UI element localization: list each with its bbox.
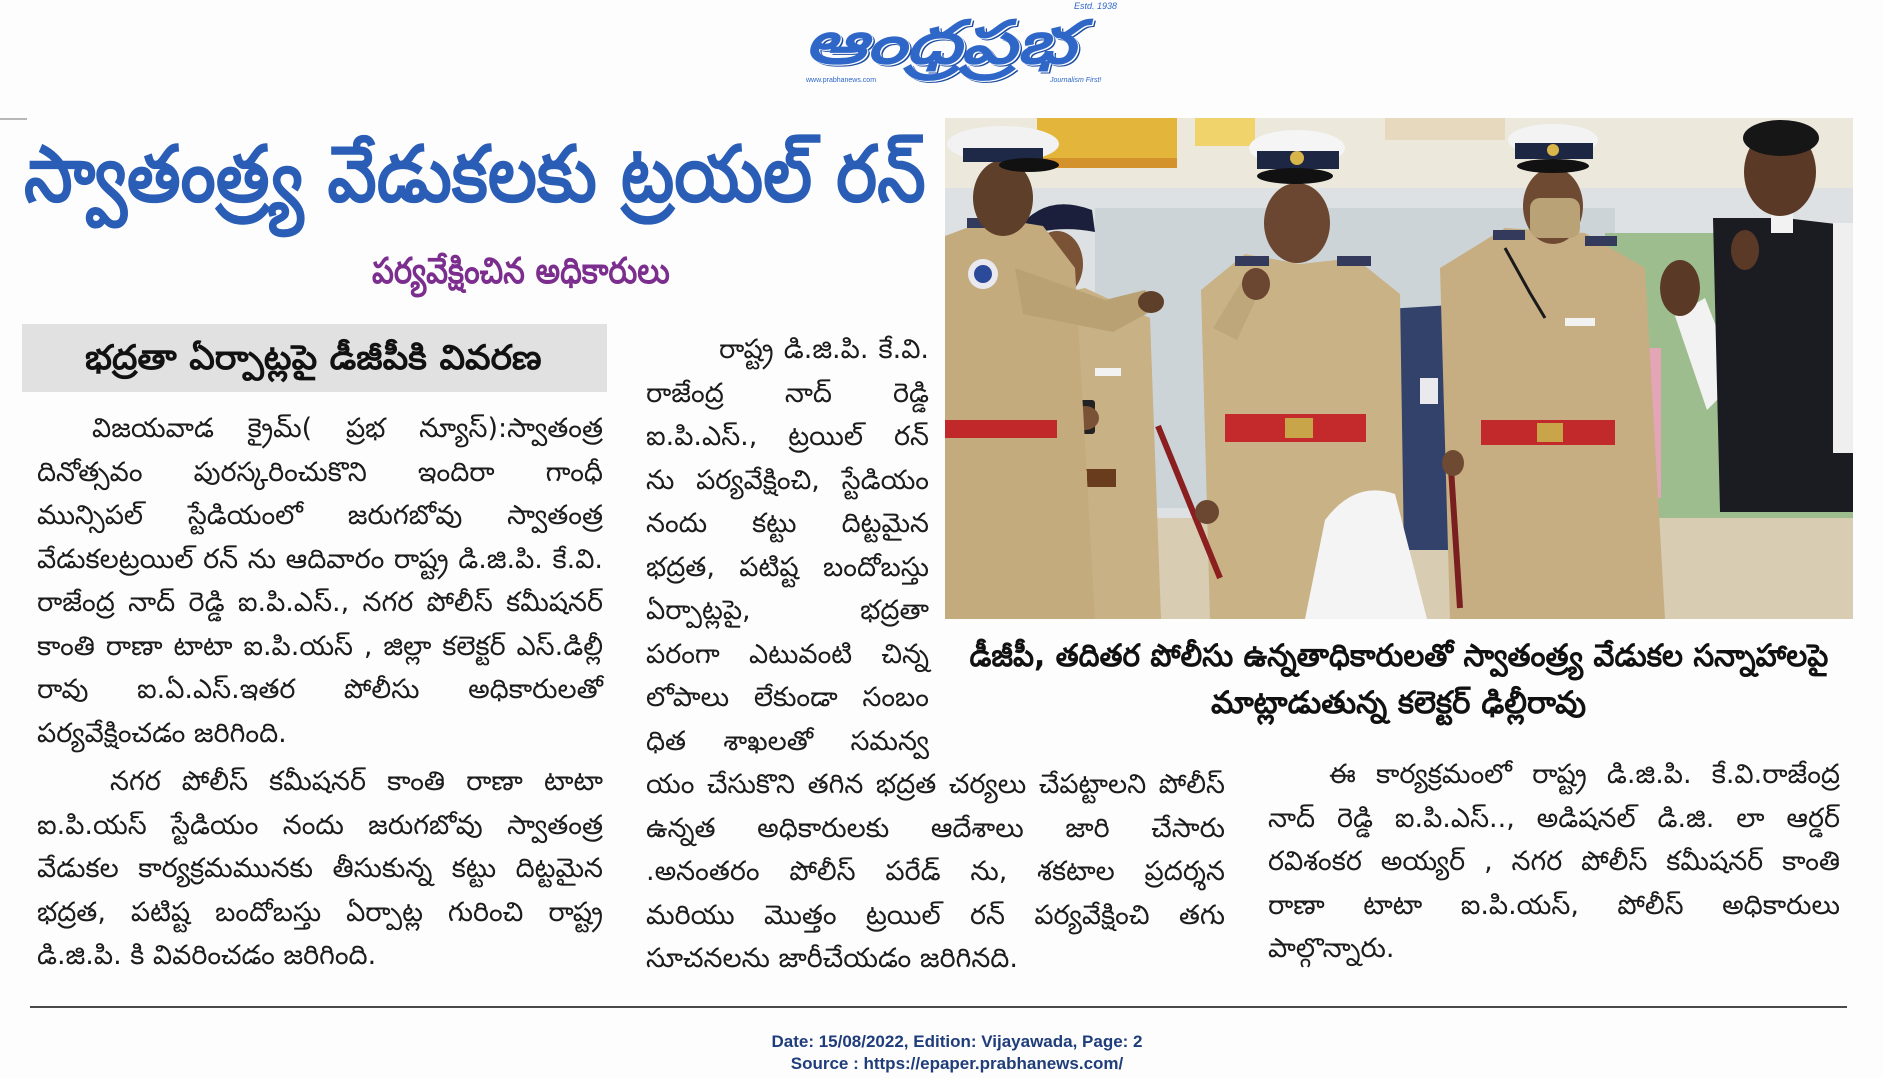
footer-rule [30, 1006, 1847, 1008]
footer-source: Source : https://epaper.prabhanews.com/ [790, 1054, 1124, 1073]
body-line: ఐ.పి.ఎస్., ట్రయిల్ రన్ [646, 421, 929, 452]
body-line: భద్రత, పటిష్ట బందోబస్తు [646, 551, 929, 583]
body-line: భద్రత, పటిష్ట బందోబస్తు ఏర్పాట్ల గురించి రాష్ట్ర [37, 896, 603, 928]
photo-caption-text: మాట్లాడుతున్న కలెక్టర్ ఢిల్లీరావు [1210, 685, 1587, 721]
body-line: రాజేంద్ర నాద్ రెడ్డి [646, 377, 929, 409]
column-1-paragraph-2 [37, 760, 603, 978]
headline [24, 130, 926, 220]
body-line: రవిశంకర అయ్యర్ , నగర పోలీస్ కమీషనర్ కాంతి [1268, 846, 1840, 877]
photo-caption-line-1 [969, 634, 1828, 678]
subheadline-text: పర్యవేక్షించిన అధికారులు [372, 251, 670, 292]
body-line: నందు కట్టు దిట్టమైన [646, 508, 929, 539]
body-line: ఏర్పాట్లపై, భద్రతా [646, 595, 929, 626]
logo-text: ఆంధ్రప్రభ [804, 8, 1075, 78]
body-line: రాష్ట్ర డి.జి.పి. కే.వి. [719, 334, 929, 365]
body-line: సూచనలను జారీచేయడం జరిగినది. [646, 943, 1018, 974]
top-left-rule [0, 118, 27, 120]
subheadline [372, 249, 670, 295]
photo-caption-text: డీజీపీ, తదితర పోలీసు ఉన్నతాధికారులతో స్వాతంత్ర్య వేడుకల సన్నాహాలపై [969, 638, 1828, 674]
body-line: యం చేసుకొని తగిన భద్రత చర్యలు చేపట్టాలని పోలీస్ [646, 769, 1225, 800]
body-line: డి.జి.పి. కి వివరించడం జరిగింది. [37, 940, 377, 971]
body-line: .అనంతరం పోలీస్ పరేడ్ ను, శకటాల ప్రదర్శన [646, 856, 1225, 887]
logo-estd: Estd. 1938 [1074, 1, 1118, 11]
body-line: రాణా టాటా ఐ.పి.యస్, పోలీస్ అధికారులు [1268, 889, 1840, 921]
body-line: నాద్ రెడ్డి ఐ.పి.ఎస్.., అడిషనల్ డి.జి. లా ఆర్డర్ [1268, 802, 1840, 834]
section-heading-text: భద్రతా ఏర్పాట్లపై డీజీపీకి వివరణ [85, 338, 542, 378]
body-line: కాంతి రాణా టాటా ఐ.పి.యస్ , జిల్లా కలెక్టర్ ఎస్.డిల్లీ [37, 630, 603, 662]
body-line: రావు ఐ.ఏ.ఎస్.ఇతర పోలీసు అధికారులతో [37, 674, 603, 705]
body-line: పర్యవేక్షించడం జరిగింది. [37, 717, 287, 749]
section-heading-box [22, 324, 607, 392]
masthead-logo [804, 10, 1103, 76]
news-photo [945, 118, 1853, 619]
body-line: పాల్గొన్నారు. [1268, 933, 1395, 964]
headline-text: స్వాతంత్ర్య వేడుకలకు ట్రయల్ రన్ [24, 130, 926, 220]
body-line: ఐ.పి.యస్ స్టేడియం నందు జరుగబోవు స్వాతంత్ర [37, 809, 603, 841]
body-line: రాజేంద్ర నాద్ రెడ్డి ఐ.పి.ఎస్., నగర పోలీస్ కమీషనర్ [37, 587, 603, 618]
body-line: ఉన్నత అధికారులకు ఆదేశాలు జారి చేసారు [646, 812, 1225, 844]
logo-website: www.prabhanews.com [806, 77, 877, 84]
column-1-paragraph-1 [37, 407, 603, 755]
body-line: మరియు మొత్తం ట్రయిల్ రన్ పర్యవేక్షించి తగు [646, 899, 1225, 931]
section-heading [85, 324, 542, 392]
photo-caption-line-2 [969, 681, 1828, 725]
body-line: దినోత్సవం పురస్కరించుకొని ఇందిరా గాంధీ [37, 456, 603, 488]
body-line: ధిత శాఖలతో సమన్వ [646, 725, 929, 757]
body-line: ఈ కార్యక్రమంలో రాష్ట్ర డి.జి.పి. కే.వి.రాజేంద్ర [1329, 759, 1840, 790]
body-line: లోపాలు లేకుండా సంబం [646, 682, 929, 713]
footer-date-edition: Date: 15/08/2022, Edition: Vijayawada, Page: 2 [771, 1032, 1143, 1051]
column-3 [1268, 753, 1840, 971]
column-1 [37, 407, 603, 978]
body-line: నగర పోలీస్ కమీషనర్ కాంతి రాణా టాటా [110, 766, 603, 797]
body-line: ను పర్యవేక్షించి, స్టేడియం [646, 464, 929, 496]
body-line: పరంగా ఎటువంటి చిన్న [646, 638, 929, 670]
body-line: వేడుకలట్రయిల్ రన్ ను ఆదివారం రాష్ట్ర డి.జి.పి. కే.వి. [37, 543, 603, 575]
body-line: మున్సిపల్ స్టేడియంలో జరుగబోవు స్వాతంత్ర [37, 500, 603, 531]
logo-tagline: Journalism First! [1050, 77, 1102, 84]
body-line: విజయవాడ క్రైమ్( ప్రభ న్యూస్):స్వాతంత్ర [92, 413, 603, 444]
body-line: వేడుకల కార్యక్రమమునకు తీసుకున్న కట్టు దిట్టమైన [37, 853, 603, 884]
